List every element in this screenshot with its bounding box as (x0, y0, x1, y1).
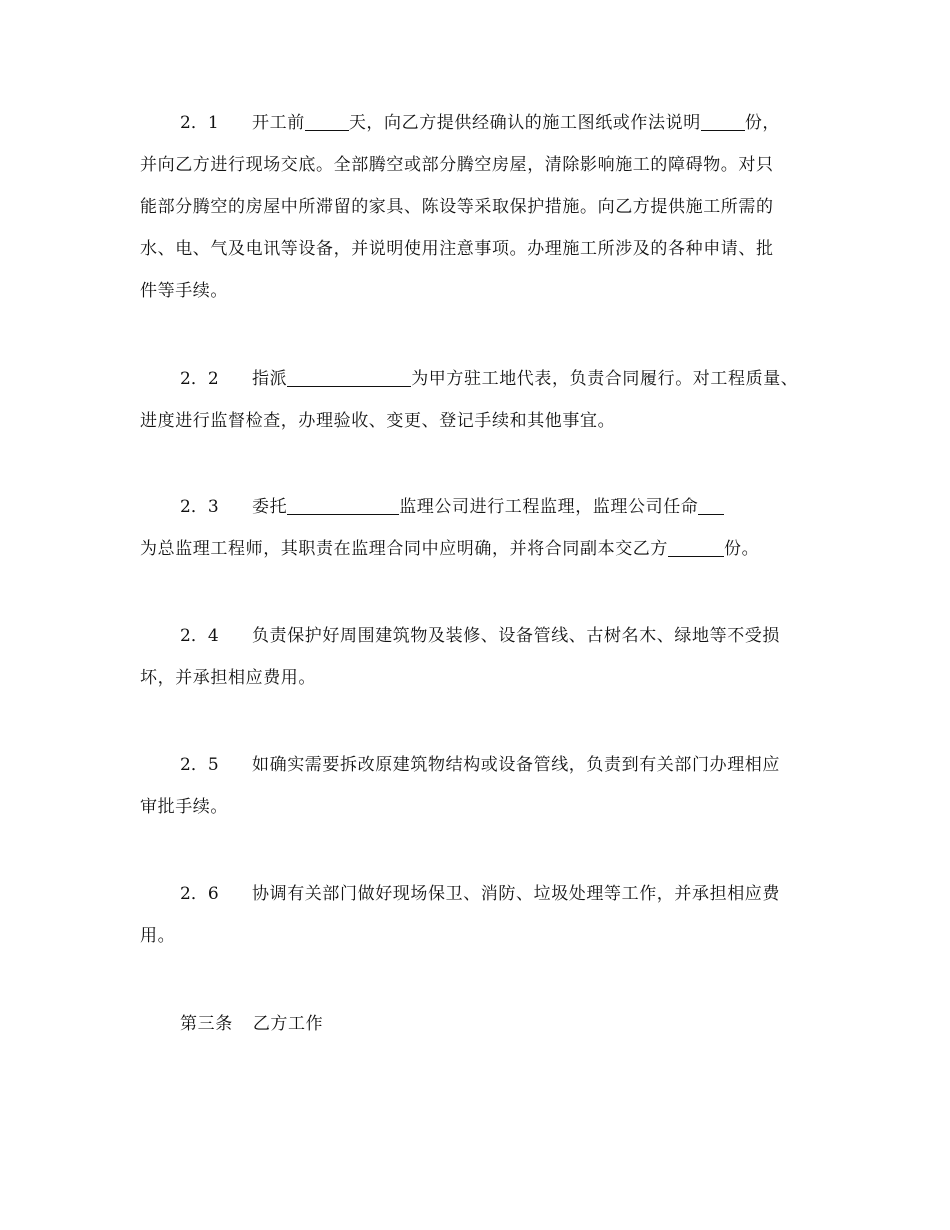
clause-number: 2．4 (180, 626, 219, 646)
clause-line (140, 486, 820, 528)
fill-blank-contract-copies[interactable] (668, 538, 724, 557)
fill-blank-representative[interactable] (287, 368, 411, 387)
clause-number: 2．3 (180, 497, 219, 517)
clause-line: 件等手续。 (140, 281, 228, 301)
clause-line (140, 358, 820, 400)
clause-line (140, 528, 820, 570)
clause-number: 2．5 (180, 755, 219, 775)
clause-text: 监理公司进行工程监理，监理公司任命 (399, 497, 699, 517)
clause-line (140, 615, 820, 657)
clause-line: 用。 (140, 926, 176, 946)
clause-2-5 (140, 744, 820, 828)
clause-line: 坏，并承担相应费用。 (140, 668, 316, 688)
clause-text: 为甲方驻工地代表，负责合同履行。对工程质量、 (411, 369, 799, 389)
clause-line (140, 102, 820, 144)
clause-line: 水、电、气及电讯等设备，并说明使用注意事项。办理施工所涉及的各种申请、批 (140, 239, 774, 259)
clause-text: 如确实需要拆改原建筑物结构或设备管线，负责到有关部门办理相应 (252, 755, 780, 775)
fill-blank-days[interactable] (305, 112, 349, 131)
clause-2-4 (140, 615, 820, 699)
clause-text: 协调有关部门做好现场保卫、消防、垃圾处理等工作，并承担相应费 (252, 884, 780, 904)
clause-text: 份。 (724, 539, 760, 559)
fill-blank-chief-engineer[interactable] (698, 496, 724, 515)
clause-text: 份， (744, 113, 781, 133)
clause-2-3 (140, 486, 820, 570)
clause-number: 2．2 (180, 369, 219, 389)
clause-line: 进度进行监督检查，办理验收、变更、登记手续和其他事宜。 (140, 411, 616, 431)
clause-line: 审批手续。 (140, 797, 228, 817)
section-title: 乙方工作 (252, 1014, 324, 1034)
clause-text: 天，向乙方提供经确认的施工图纸或作法说明 (348, 113, 701, 133)
clause-number: 2．6 (180, 884, 219, 904)
fill-blank-copies[interactable] (701, 112, 745, 131)
clause-text: 指派 (252, 369, 288, 389)
clause-line (140, 744, 820, 786)
fill-blank-supervision-company[interactable] (287, 496, 399, 515)
clause-text: 委托 (252, 497, 288, 517)
clause-2-2 (140, 358, 820, 442)
clause-text: 负责保护好周围建筑物及装修、设备管线、古树名木、绿地等不受损 (252, 626, 780, 646)
clause-line: 能部分腾空的房屋中所滞留的家具、陈设等采取保护措施。向乙方提供施工所需的 (140, 197, 774, 217)
clause-line: 并向乙方进行现场交底。全部腾空或部分腾空房屋，清除影响施工的障碍物。对只 (140, 155, 774, 175)
section-label: 第三条 (180, 1014, 233, 1034)
clause-text: 为总监理工程师，其职责在监理合同中应明确，并将合同副本交乙方 (140, 539, 668, 559)
clause-2-6 (140, 873, 820, 957)
clause-text: 开工前 (252, 113, 305, 133)
clause-line (140, 873, 820, 915)
clause-number: 2．1 (180, 113, 219, 133)
section-heading (180, 1003, 323, 1045)
clause-2-1 (140, 102, 820, 312)
